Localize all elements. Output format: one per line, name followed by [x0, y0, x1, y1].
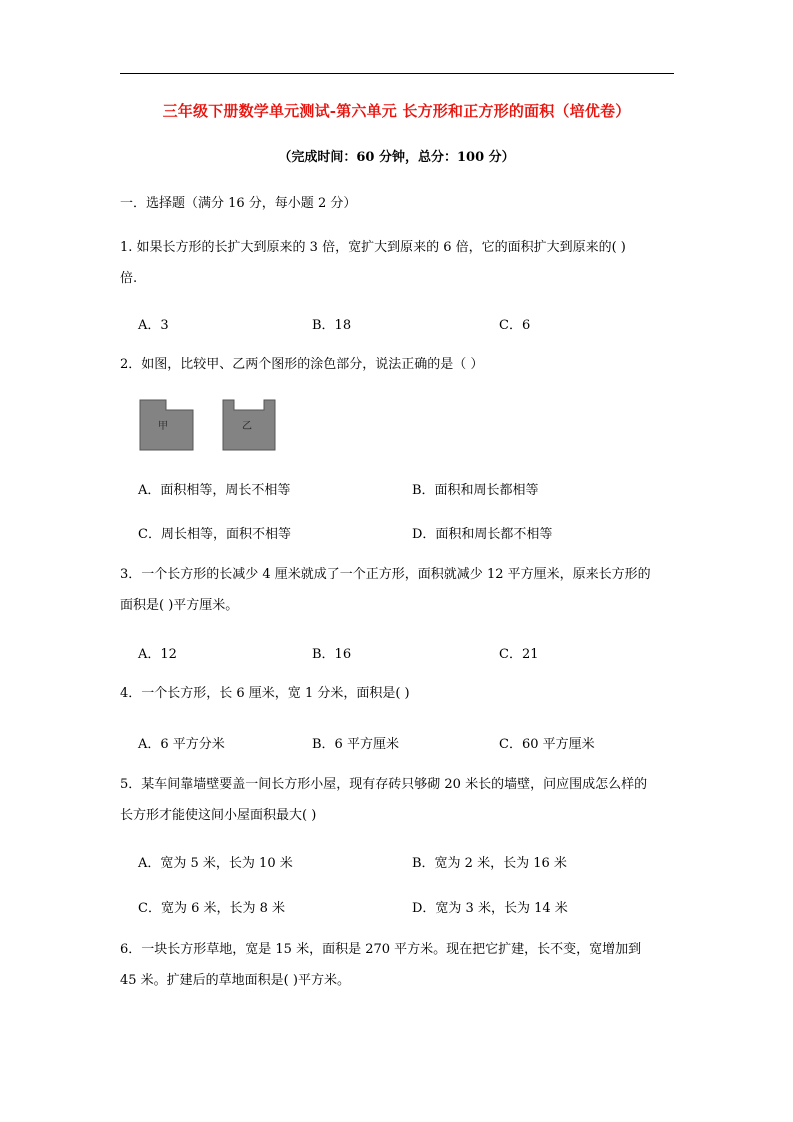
question-2-option-d[interactable]: D．面积和周长都不相等 [412, 527, 553, 542]
question-1-line-2: 倍. [120, 271, 138, 286]
question-2-line-1: 2．如图，比较甲、乙两个图形的涂色部分，说法正确的是（ ） [120, 357, 484, 372]
page-subtitle: （完成时间：60 分钟，总分：100 分） [278, 150, 515, 165]
question-2-option-b[interactable]: B．面积和周长都相等 [412, 483, 539, 498]
question-5-option-d[interactable]: D．宽为 3 米，长为 14 米 [412, 901, 568, 916]
question-1-option-b[interactable]: B．18 [312, 318, 352, 333]
section-heading: 一．选择题（满分 16 分，每小题 2 分） [120, 196, 357, 211]
question-4-option-b[interactable]: B．6 平方厘米 [312, 737, 399, 752]
question-4-line-1: 4．一个长方形，长 6 厘米，宽 1 分米，面积是( ) [120, 686, 410, 701]
header-rule [120, 73, 674, 74]
question-3-line-1: 3．一个长方形的长减少 4 厘米就成了一个正方形，面积就减少 12 平方厘米，原来长方形的 [120, 567, 651, 582]
question-4-option-a[interactable]: A．6 平方分米 [138, 737, 225, 752]
page-title: 三年级下册数学单元测试-第六单元 长方形和正方形的面积（培优卷） [162, 102, 631, 120]
question-6-line-1: 6．一块长方形草地，宽是 15 米，面积是 270 平方米。现在把它扩建，长不变，宽增加到 [120, 942, 642, 957]
question-5-option-b[interactable]: B．宽为 2 米，长为 16 米 [412, 856, 567, 871]
question-6-line-2: 45 米。扩建后的草地面积是( )平方米。 [120, 973, 350, 988]
question-2-option-a[interactable]: A．面积相等，周长不相等 [138, 483, 291, 498]
question-5-option-c[interactable]: C．宽为 6 米，长为 8 米 [138, 901, 286, 916]
figure-shape-yi-label: 乙 [242, 421, 252, 432]
question-3-option-b[interactable]: B．16 [312, 647, 352, 662]
question-1-option-c[interactable]: C．6 [499, 318, 531, 333]
question-5-line-2: 长方形才能使这间小屋面积最大( ) [120, 808, 317, 823]
question-1-line-1: 1. 如果长方形的长扩大到原来的 3 倍，宽扩大到原来的 6 倍，它的面积扩大到原来的( ) [120, 240, 626, 255]
question-5-option-a[interactable]: A．宽为 5 米，长为 10 米 [138, 856, 293, 871]
figure-shape-jia [138, 398, 196, 452]
question-4-option-c[interactable]: C．60 平方厘米 [499, 737, 595, 752]
question-3-option-a[interactable]: A．12 [138, 647, 177, 662]
question-3-option-c[interactable]: C．21 [499, 647, 539, 662]
figure-shape-jia-label: 甲 [158, 421, 168, 432]
question-5-line-1: 5．某车间靠墙壁要盖一间长方形小屋，现有存砖只够砌 20 米长的墙壁，问应围成怎么样的 [120, 777, 648, 792]
question-3-line-2: 面积是( )平方厘米。 [120, 598, 239, 613]
question-2-option-c[interactable]: C．周长相等，面积不相等 [138, 527, 291, 542]
question-1-option-a[interactable]: A．3 [138, 318, 169, 333]
figure-shape-yi [222, 398, 278, 452]
